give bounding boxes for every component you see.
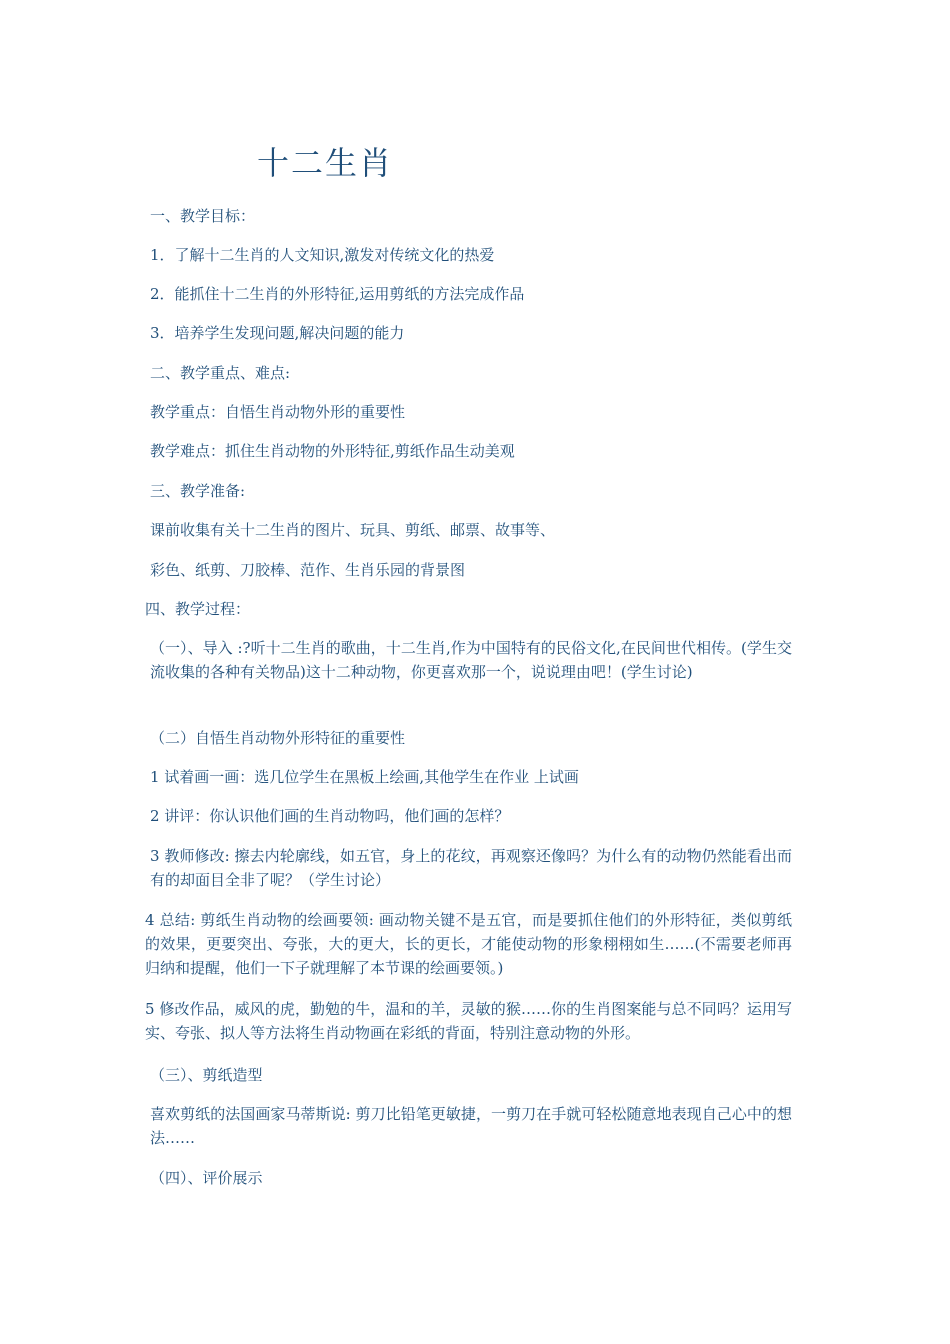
heading-teaching-process: 四、教学过程： xyxy=(145,600,251,618)
heading-preparation: 三、教学准备: xyxy=(150,482,246,500)
step-2-review: 2 讲评：你认识他们画的生肖动物吗，他们画的怎样？ xyxy=(150,807,510,825)
preparation-item-2: 彩色、纸剪、刀胶棒、范作、生肖乐园的背景图 xyxy=(150,561,466,579)
step-5-revise: 5 修改作品，威风的虎，勤勉的牛，温和的羊，灵敏的猴……你的生肖图案能与总不同吗？运用写实、夸张、拟人等方法将生肖动物画在彩纸的背面，特别注意动物的外形。 xyxy=(145,1000,792,1042)
difficult-point: 教学难点：抓住生肖动物的外形特征,剪纸作品生动美观 xyxy=(150,442,515,460)
section-3-quote: 喜欢剪纸的法国画家马蒂斯说: 剪刀比铅笔更敏捷，一剪刀在手就可轻松随意地表现自己心中的想法…… xyxy=(150,1105,792,1147)
step-1-draw: 1 试着画一画：选几位学生在黑板上绘画,其他学生在作业 上试画 xyxy=(150,768,579,786)
goal-item-1: 1．了解十二生肖的人文知识,激发对传统文化的热爱 xyxy=(150,246,495,264)
heading-section-4: （四）、评价展示 xyxy=(150,1169,263,1187)
preparation-item-1: 课前收集有关十二生肖的图片、玩具、剪纸、邮票、故事等、 xyxy=(150,521,556,539)
heading-section-3: （三）、剪纸造型 xyxy=(150,1066,263,1084)
key-point: 教学重点：自悟生肖动物外形的重要性 xyxy=(150,403,406,421)
section-1-intro: （一）、导入 :?听十二生肖的歌曲，十二生肖,作为中国特有的民俗文化,在民间世代相传。(学生交流收集的各种有关物品)这十二种动物，你更喜欢那一个，说说理由吧！(学生讨论) xyxy=(150,639,792,681)
goal-item-3: 3．培养学生发现问题,解决问题的能力 xyxy=(150,324,405,342)
goal-item-2: 2．能抓住十二生肖的外形特征,运用剪纸的方法完成作品 xyxy=(150,285,525,303)
document-title: 十二生肖 xyxy=(257,144,394,182)
heading-key-points: 二、教学重点、难点: xyxy=(150,364,291,382)
heading-teaching-goals: 一、教学目标： xyxy=(150,207,256,225)
step-3-teacher-edit: 3 教师修改: 擦去内轮廓线，如五官，身上的花纹，再观察还像吗？为什么有的动物仍然能看出而有的却面目全非了呢？（学生讨论） xyxy=(150,847,792,889)
heading-section-2: （二）自悟生肖动物外形特征的重要性 xyxy=(150,729,406,747)
step-4-summary: 4 总结: 剪纸生肖动物的绘画要领: 画动物关键不是五官，而是要抓住他们的外形特征，类似剪纸的效果，更要突出、夸张，大的更大，长的更长，才能使动物的形象栩栩如生……(不需要老师再归纳和提醒，他们一下子就理解了本节课的绘画要领。) xyxy=(145,911,792,977)
